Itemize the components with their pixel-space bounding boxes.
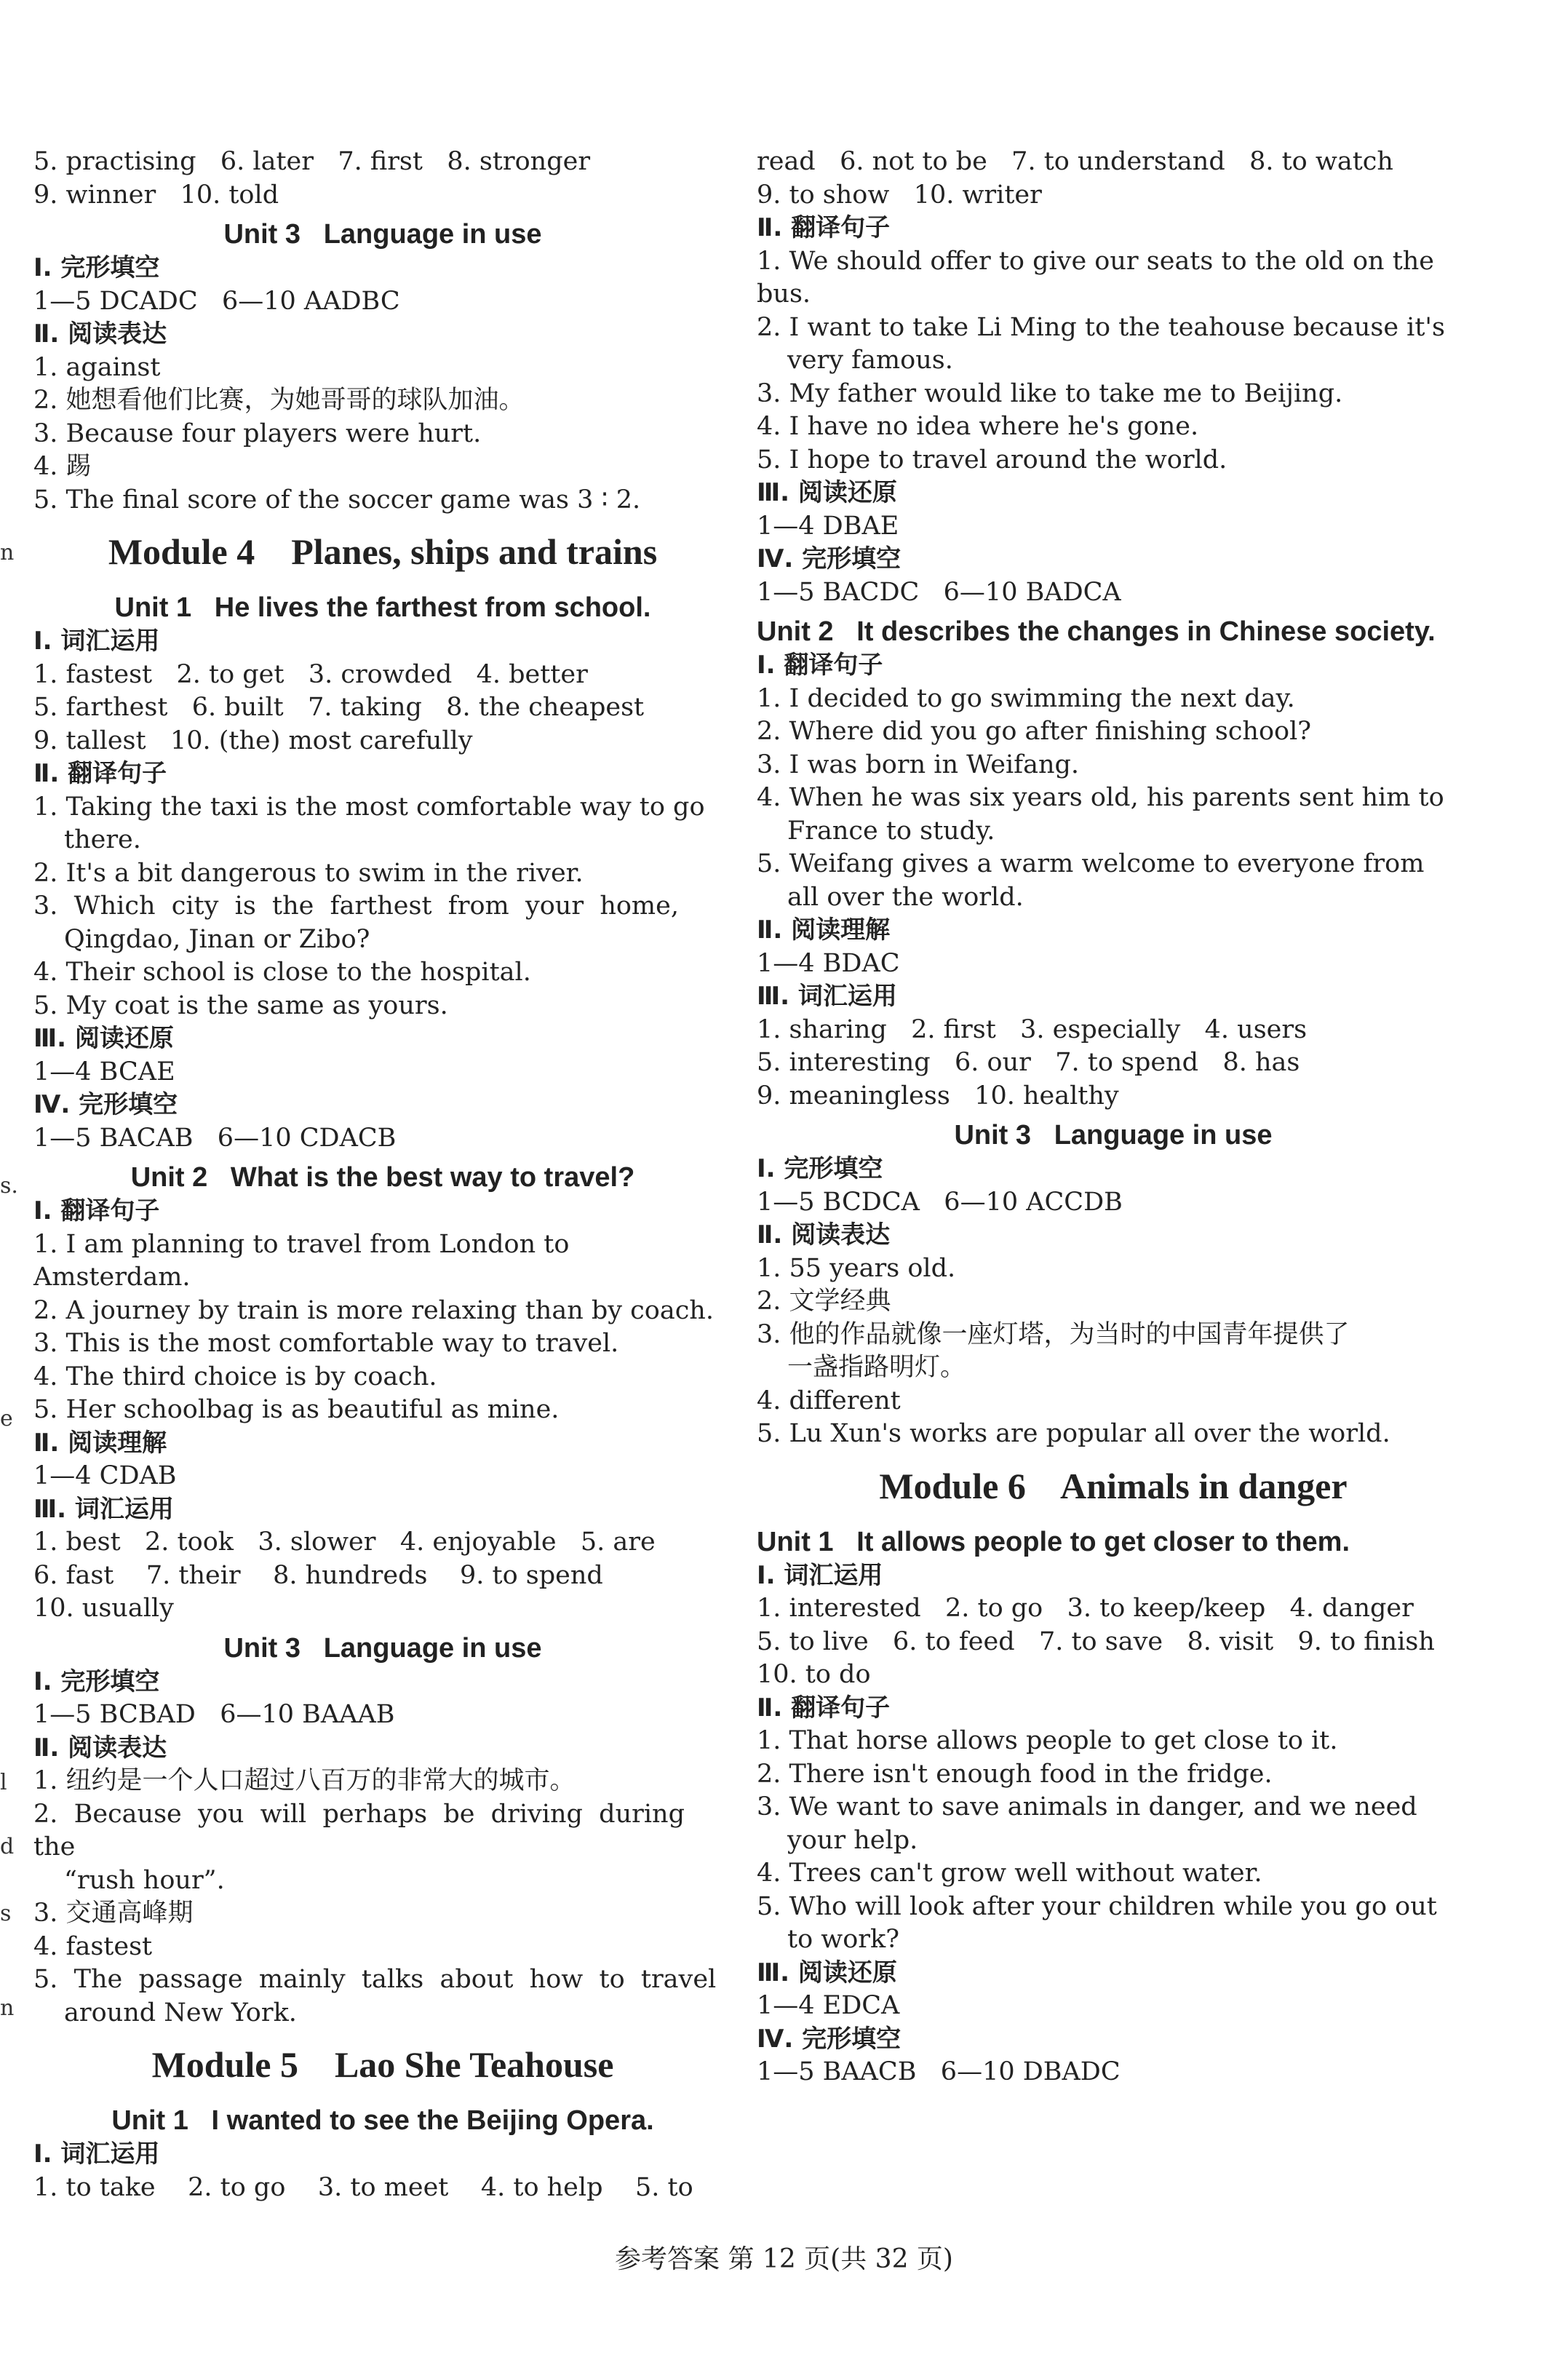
answer-line: 3. 他的作品就像一座灯塔，为当时的中国青年提供了: [757, 1319, 1350, 1349]
answer-line: 1. interested 2. to go 3. to keep/keep 4. danger: [757, 1594, 1414, 1623]
section-heading: Ⅰ. 翻译句子: [757, 651, 883, 680]
unit-heading: Unit 1 It allows people to get closer to them.: [757, 1526, 1350, 1557]
module-heading: Module 5 Lao She Teahouse: [151, 2044, 614, 2085]
unit-heading: Unit 3 Language in use: [223, 1632, 542, 1664]
answer-line: 1. against: [33, 352, 161, 382]
section-heading: Ⅱ. 阅读理解: [33, 1428, 167, 1458]
answer-line: 1—5 BACDC 6—10 BADCA: [757, 577, 1121, 607]
answer-line: 2. Where did you go after finishing school?: [757, 717, 1312, 746]
section-heading: Ⅲ. 阅读还原: [33, 1024, 174, 1053]
answer-line: 5. Her schoolbag is as beautiful as mine.: [33, 1395, 560, 1424]
answer-line: 5. The final score of the soccer game was 3 ∶ 2.: [33, 485, 641, 514]
section-heading: Ⅰ. 翻译句子: [33, 1196, 160, 1225]
answer-line: your help.: [787, 1825, 918, 1855]
answer-line: 4. Trees can't grow well without water.: [757, 1859, 1262, 1888]
answer-line: 2. 她想看他们比赛，为她哥哥的球队加油。: [33, 386, 525, 415]
unit-heading: Unit 1 I wanted to see the Beijing Opera.: [111, 2105, 654, 2136]
answer-line: 2. A journey by train is more relaxing than by coach.: [33, 1295, 714, 1325]
margin-mark: n: [0, 540, 15, 565]
answer-line: 3. This is the most comfortable way to travel.: [33, 1329, 619, 1358]
answer-line: 2. There isn't enough food in the fridge.: [757, 1759, 1273, 1789]
answer-line: 3. I was born in Weifang.: [757, 750, 1080, 779]
answer-line: 1—5 BCDCA 6—10 ACCDB: [757, 1187, 1123, 1217]
answer-line: 1—5 DCADC 6—10 AADBC: [33, 286, 400, 316]
section-heading: Ⅳ. 完形填空: [757, 2024, 902, 2054]
answer-line: 3. My father would like to take me to Beijing.: [757, 378, 1343, 408]
answer-line: 4. fastest: [33, 1931, 153, 1961]
section-heading: Ⅰ. 完形填空: [33, 1666, 160, 1696]
margin-mark: s.: [0, 1173, 18, 1199]
module-heading: Module 6 Animals in danger: [879, 1465, 1348, 1506]
answer-line: 1. 纽约是一个人口超过八百万的非常大的城市。: [33, 1766, 576, 1795]
answer-line: 9. meaningless 10. healthy: [757, 1081, 1119, 1111]
unit-heading: Unit 3 Language in use: [223, 219, 542, 250]
answer-line: 1—4 CDAB: [33, 1461, 177, 1490]
section-heading: Ⅱ. 翻译句子: [757, 1693, 891, 1723]
section-heading: Ⅳ. 完形填空: [757, 544, 902, 573]
unit-heading: Unit 2 What is the best way to travel?: [130, 1162, 635, 1193]
answer-line: 5. The passage mainly talks about how to travel: [33, 1965, 717, 1994]
answer-line: 2. I want to take Li Ming to the teahouse because it's: [757, 312, 1446, 342]
answer-line: to work?: [787, 1925, 899, 1954]
answer-line: 1. best 2. took 3. slower 4. enjoyable 5. are: [33, 1527, 656, 1557]
section-heading: Ⅰ. 词汇运用: [33, 2139, 160, 2169]
answer-line: 5. to live 6. to feed 7. to save 8. visit 9. to finish: [757, 1626, 1435, 1656]
answer-line: 1. sharing 2. first 3. especially 4. users: [757, 1014, 1308, 1044]
answer-line: 1—5 BCBAD 6—10 BAAAB: [33, 1700, 395, 1729]
section-heading: Ⅱ. 阅读理解: [757, 915, 891, 945]
answer-line: 1—4 DBAE: [757, 511, 899, 541]
answer-line: 9. to show 10. writer: [757, 180, 1042, 210]
answer-line: 6. fast 7. their 8. hundreds 9. to spend: [33, 1560, 603, 1590]
answer-line: 5. I hope to travel around the world.: [757, 445, 1227, 474]
answer-line: 4. different: [757, 1386, 901, 1415]
unit-heading: Unit 1 He lives the farthest from school.: [114, 592, 651, 623]
answer-line: 5. interesting 6. our 7. to spend 8. has: [757, 1048, 1300, 1077]
answer-line: 5. practising 6. later 7. first 8. stronger: [33, 147, 591, 176]
answer-line: 5. My coat is the same as yours.: [33, 990, 448, 1020]
unit-heading: Unit 2 It describes the changes in Chinese society.: [757, 616, 1436, 647]
answer-line: Qingdao, Jinan or Zibo?: [64, 924, 370, 954]
answer-line: 3. 交通高峰期: [33, 1899, 194, 1928]
answer-line: 1. fastest 2. to get 3. crowded 4. better: [33, 659, 588, 689]
section-heading: Ⅲ. 阅读还原: [757, 478, 897, 507]
answer-line: 9. winner 10. told: [33, 180, 279, 210]
answer-line: 5. Lu Xun's works are popular all over the world.: [757, 1419, 1390, 1448]
answer-line: 2. Because you will perhaps be driving during the: [33, 1799, 701, 1862]
answer-line: 10. to do: [757, 1660, 871, 1689]
answer-line: 1—4 BDAC: [757, 948, 900, 978]
answer-line: 4. The third choice is by coach.: [33, 1362, 437, 1391]
answer-line: 1—5 BACAB 6—10 CDACB: [33, 1123, 397, 1153]
answer-line: 9. tallest 10. (the) most carefully: [33, 726, 473, 755]
unit-heading: Unit 3 Language in use: [954, 1120, 1273, 1151]
answer-line: 1—4 EDCA: [757, 1991, 900, 2020]
answer-line: 2. 文学经典: [757, 1287, 891, 1316]
answer-line: 1. That horse allows people to get close to it.: [757, 1726, 1338, 1755]
answer-line: 1. I decided to go swimming the next day.: [757, 683, 1295, 713]
answer-line: 1—4 BCAE: [33, 1057, 175, 1086]
section-heading: Ⅲ. 阅读还原: [757, 1958, 897, 1987]
answer-line: 5. farthest 6. built 7. taking 8. the cheapest: [33, 693, 645, 722]
section-heading: Ⅱ. 阅读表达: [33, 1733, 167, 1763]
right-column: [757, 146, 1470, 2089]
margin-mark: l: [0, 1770, 7, 1795]
page-footer: 参考答案 第 12 页(共 32 页): [615, 2244, 953, 2274]
section-heading: Ⅱ. 阅读表达: [33, 319, 167, 349]
answer-line: France to study.: [787, 816, 995, 846]
answer-line: 4. When he was six years old, his parents sent him to: [757, 783, 1444, 812]
section-heading: Ⅰ. 完形填空: [757, 1154, 883, 1183]
answer-line: 5. Who will look after your children while you go out: [757, 1891, 1437, 1921]
answer-line: 4. 踢: [33, 452, 92, 481]
section-heading: Ⅱ. 阅读表达: [757, 1220, 891, 1249]
section-heading: Ⅳ. 完形填空: [33, 1090, 178, 1119]
margin-mark: s: [0, 1901, 12, 1926]
answer-line: 1. Taking the taxi is the most comfortable way to go: [33, 792, 705, 822]
answer-line: 4. I have no idea where he's gone.: [757, 412, 1199, 441]
margin-mark: d: [0, 1834, 15, 1859]
answer-line: all over the world.: [787, 882, 1024, 912]
answer-line: 3. We want to save animals in danger, and we need: [757, 1792, 1417, 1821]
section-heading: Ⅲ. 词汇运用: [757, 982, 897, 1011]
answer-line: 一盏指路明灯。: [787, 1353, 966, 1382]
answer-line: “rush hour”.: [64, 1865, 225, 1895]
answer-line: 5. Weifang gives a warm welcome to everyone from: [757, 849, 1425, 878]
answer-line: around New York.: [64, 1998, 297, 2027]
answer-line: 2. It's a bit dangerous to swim in the river.: [33, 858, 584, 888]
answer-line: 4. Their school is close to the hospital.: [33, 958, 531, 987]
section-heading: Ⅱ. 翻译句子: [33, 759, 167, 788]
answer-line: read 6. not to be 7. to understand 8. to watch: [757, 147, 1393, 176]
answer-line: very famous.: [787, 346, 953, 375]
section-heading: Ⅱ. 翻译句子: [757, 213, 891, 242]
answer-line: 3. Which city is the farthest from your home,: [33, 891, 679, 921]
section-heading: Ⅰ. 完形填空: [33, 253, 160, 282]
answer-line: 1. I am planning to travel from London to Amsterdam.: [33, 1229, 578, 1292]
answer-line: 3. Because four players were hurt.: [33, 418, 482, 448]
left-column: [33, 146, 732, 2204]
section-heading: Ⅲ. 词汇运用: [33, 1494, 174, 1524]
answer-line: 1—5 BAACB 6—10 DBADC: [757, 2057, 1121, 2086]
margin-mark: n: [0, 1995, 15, 2021]
module-heading: Module 4 Planes, ships and trains: [108, 531, 658, 572]
margin-mark: e: [0, 1406, 13, 1431]
answer-line: 1. to take 2. to go 3. to meet 4. to help 5. to: [33, 2172, 693, 2202]
section-heading: Ⅰ. 词汇运用: [33, 627, 160, 656]
section-heading: Ⅰ. 词汇运用: [757, 1560, 883, 1590]
answer-line: 1. 55 years old.: [757, 1253, 956, 1283]
answer-line: there.: [64, 825, 141, 854]
answer-line: 1. We should offer to give our seats to the old on the bus.: [757, 246, 1443, 309]
answer-line: 10. usually: [33, 1594, 174, 1623]
